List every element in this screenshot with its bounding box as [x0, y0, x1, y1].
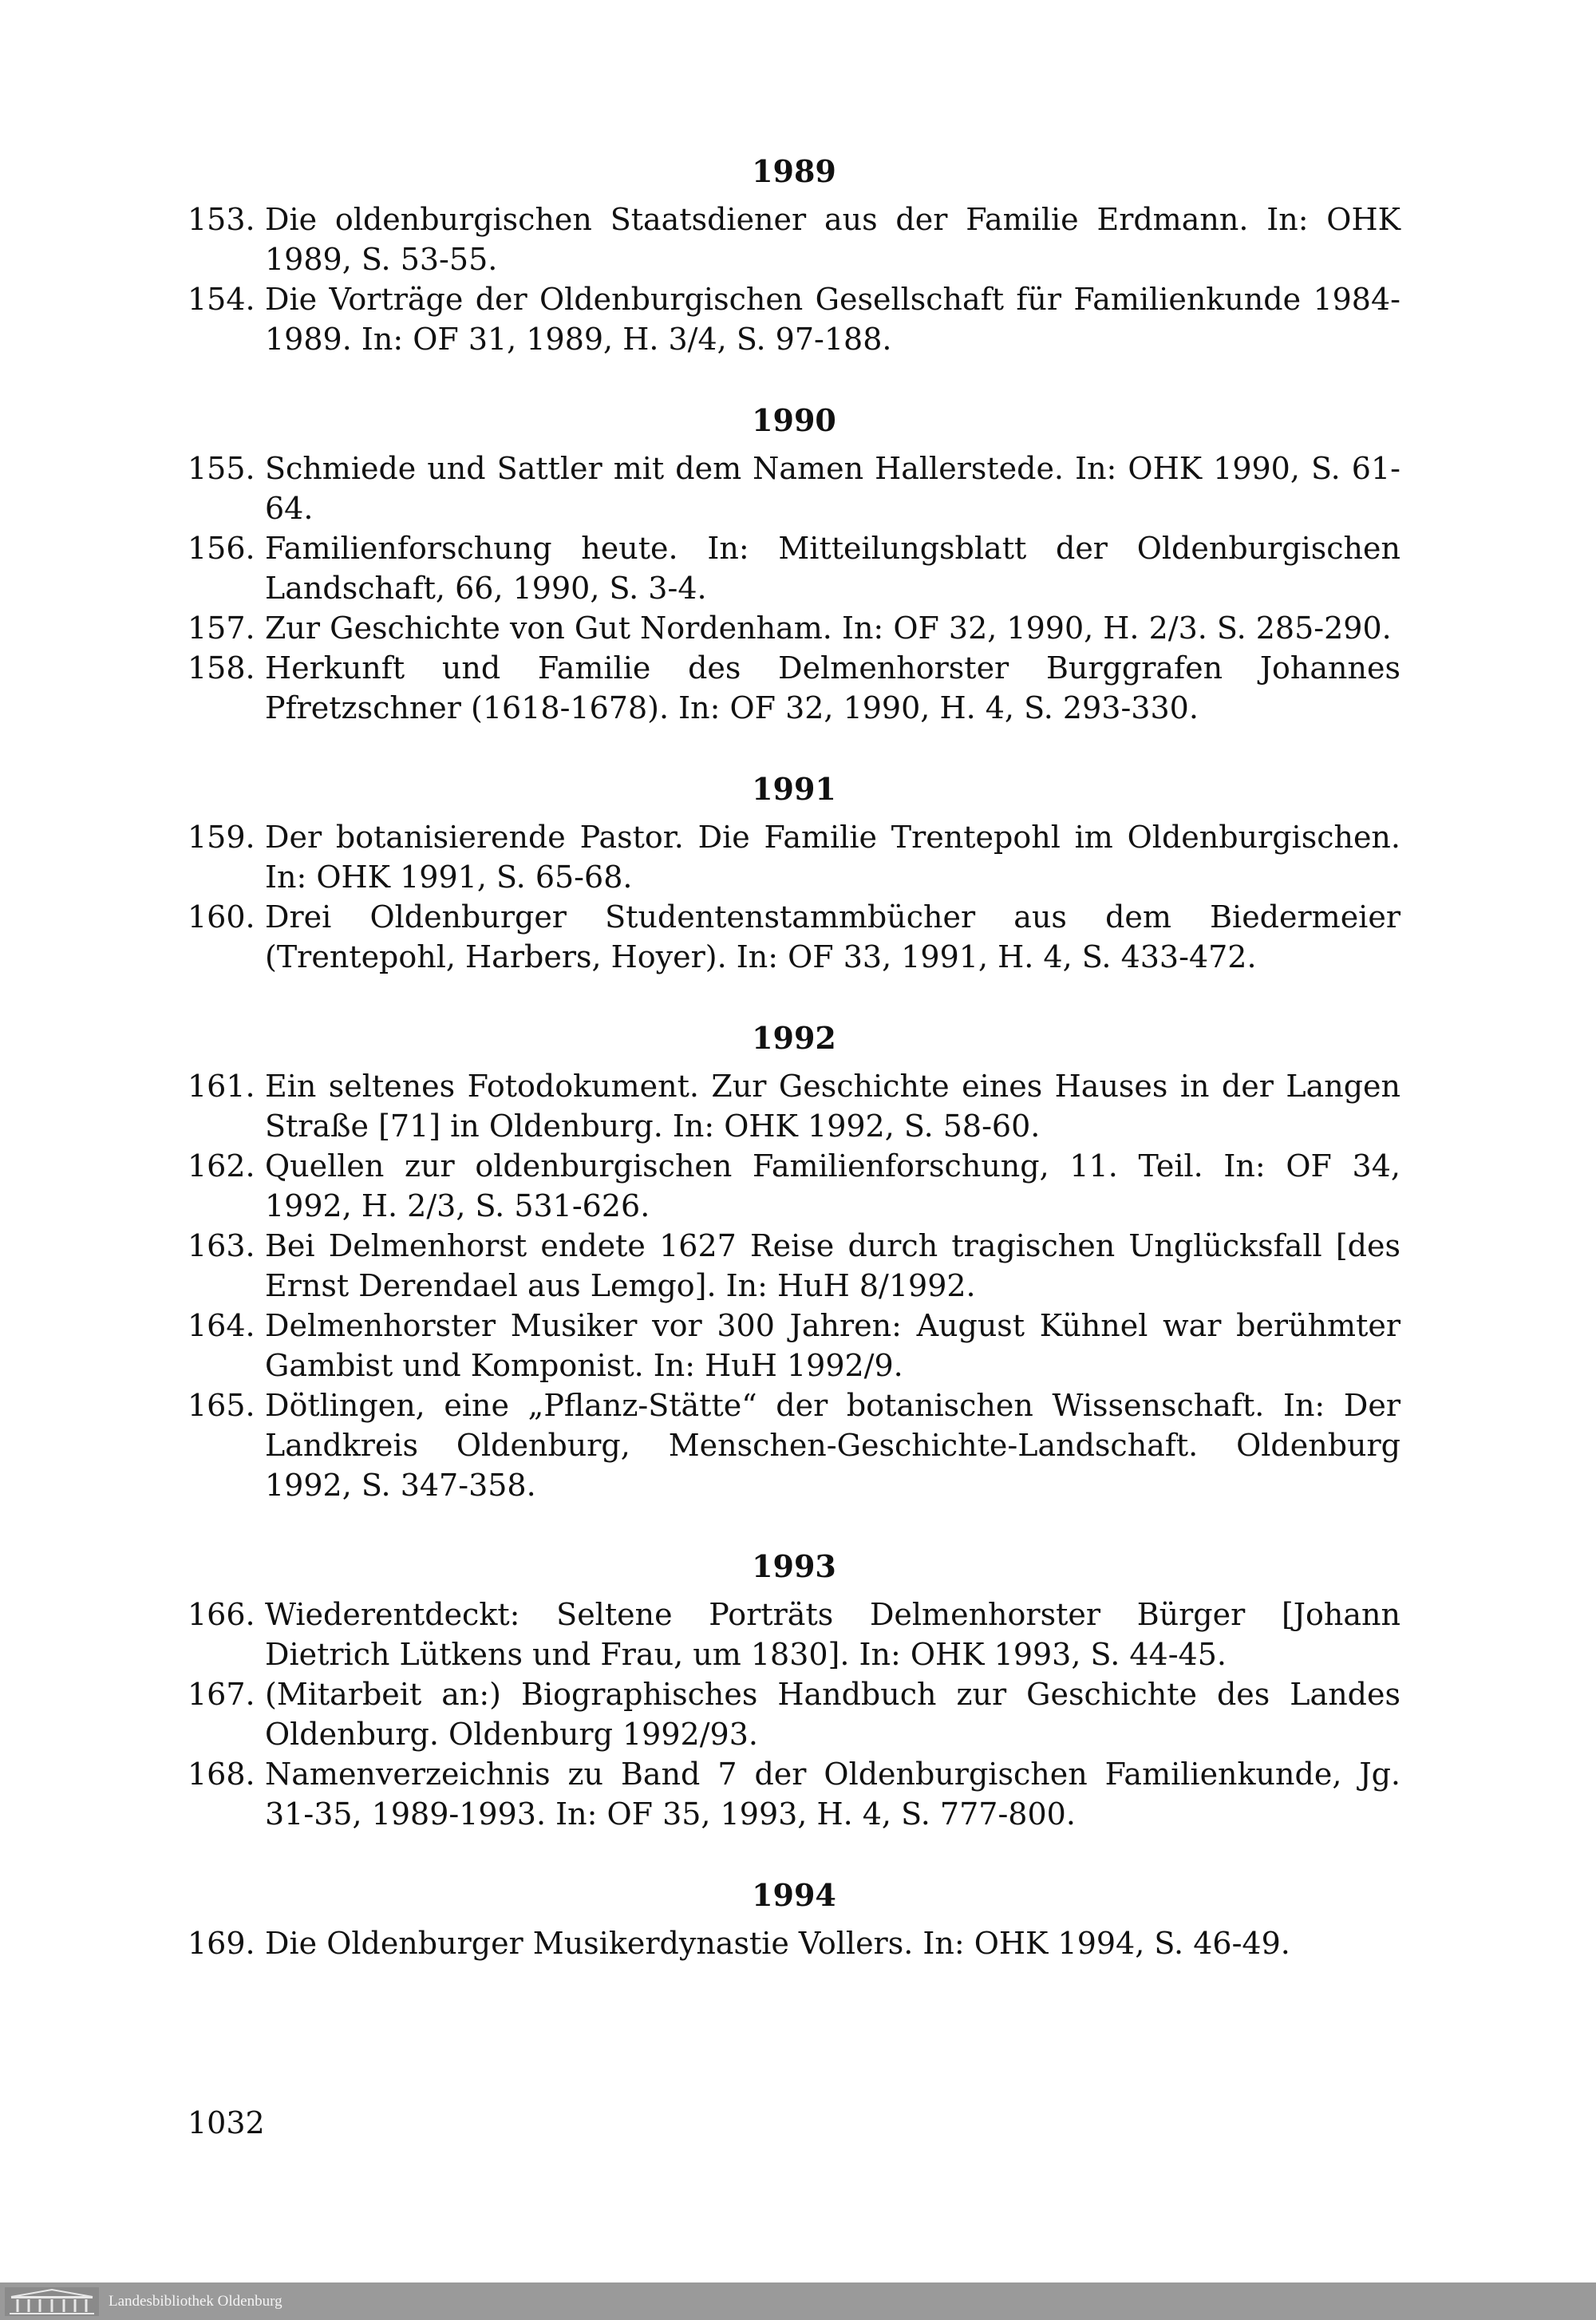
bibliography-entry: [188, 528, 1400, 608]
bibliography-entry: [188, 897, 1400, 977]
entry-number: 165.: [188, 1388, 255, 1423]
entry-text: Dötlingen, eine „Pflanz-Stätte“ der botanischen Wissenschaft. In: Der Landkreis Oldenburg, Menschen-Geschichte-Landschaft. Oldenburg 1992, S. 347-358.: [265, 1388, 1400, 1503]
entry-number: 157.: [188, 611, 255, 646]
entry-number: 164.: [188, 1308, 255, 1343]
entry-number: 160.: [188, 899, 255, 935]
year-section: [188, 1875, 1400, 1963]
bibliography-list: [188, 152, 1400, 2005]
year-heading: 1990: [752, 402, 836, 438]
entry-text: Delmenhorster Musiker vor 300 Jahren: August Kühnel war berühmter Gambist und Komponist. In: HuH 1992/9.: [265, 1308, 1400, 1383]
entry-text: Namenverzeichnis zu Band 7 der Oldenburgischen Familienkunde, Jg. 31-35, 1989-1993. In: OF 35, 1993, H. 4, S. 777-800.: [265, 1757, 1400, 1832]
entry-text: Schmiede und Sattler mit dem Namen Hallerstede. In: OHK 1990, S. 61-64.: [265, 451, 1400, 526]
entry-number: 159.: [188, 820, 255, 855]
year-heading: 1992: [752, 1020, 836, 1056]
entry-text: Zur Geschichte von Gut Nordenham. In: OF 32, 1990, H. 2/3. S. 285-290.: [265, 611, 1392, 646]
entry-number: 155.: [188, 451, 255, 486]
entry-text: Familienforschung heute. In: Mitteilungsblatt der Oldenburgischen Landschaft, 66, 1990, S. 3-4.: [265, 531, 1400, 606]
bibliography-entry: [188, 1923, 1400, 1963]
entry-text: Die Vorträge der Oldenburgischen Gesellschaft für Familienkunde 1984-1989. In: OF 31, 1989, H. 3/4, S. 97-188.: [265, 282, 1400, 357]
bibliography-entry: [188, 817, 1400, 897]
entry-text: Der botanisierende Pastor. Die Familie Trentepohl im Oldenburgischen. In: OHK 1991, S. 65-68.: [265, 820, 1400, 895]
bibliography-entry: [188, 1385, 1400, 1505]
year-section: [188, 1547, 1400, 1834]
entry-number: 158.: [188, 650, 255, 686]
entry-number: 163.: [188, 1228, 255, 1263]
bibliography-entry: [188, 1146, 1400, 1226]
bibliography-entry: [188, 200, 1400, 279]
entry-number: 166.: [188, 1597, 255, 1632]
year-heading: 1989: [752, 153, 836, 189]
entry-number: 154.: [188, 282, 255, 317]
year-heading: 1991: [752, 771, 836, 807]
entry-text: Die Oldenburger Musikerdynastie Vollers. In: OHK 1994, S. 46-49.: [265, 1926, 1290, 1961]
entry-number: 153.: [188, 202, 255, 237]
bibliography-entry: [188, 1595, 1400, 1674]
year-heading: 1994: [752, 1877, 836, 1913]
year-section: [188, 769, 1400, 977]
bibliography-entry: [188, 449, 1400, 528]
bibliography-entry: [188, 608, 1400, 648]
bibliography-entry: [188, 648, 1400, 728]
bibliography-entry: [188, 1754, 1400, 1834]
entry-text: Ein seltenes Fotodokument. Zur Geschichte eines Hauses in der Langen Straße [71] in Oldenburg. In: OHK 1992, S. 58-60.: [265, 1069, 1400, 1144]
bibliography-entry: [188, 1226, 1400, 1306]
entry-number: 162.: [188, 1148, 255, 1184]
entry-number: 169.: [188, 1926, 255, 1961]
bibliography-entry: [188, 1306, 1400, 1385]
footer-bar: [0, 2282, 1596, 2320]
entry-text: Drei Oldenburger Studentenstammbücher aus dem Biedermeier (Trentepohl, Harbers, Hoyer). In: OF 33, 1991, H. 4, S. 433-472.: [265, 899, 1400, 974]
entry-text: Wiederentdeckt: Seltene Porträts Delmenhorster Bürger [Johann Dietrich Lütkens und Frau, um 1830]. In: OHK 1993, S. 44-45.: [265, 1597, 1400, 1672]
year-section: [188, 401, 1400, 728]
entry-text: Quellen zur oldenburgischen Familienforschung, 11. Teil. In: OF 34, 1992, H. 2/3, S. 531-626.: [265, 1148, 1400, 1223]
entry-number: 156.: [188, 531, 255, 566]
bibliography-entry: [188, 1066, 1400, 1146]
year-heading: 1993: [752, 1548, 836, 1584]
entry-text: Die oldenburgischen Staatsdiener aus der Familie Erdmann. In: OHK 1989, S. 53-55.: [265, 202, 1400, 277]
bibliography-entry: [188, 279, 1400, 359]
year-section: [188, 152, 1400, 359]
library-building-icon: [5, 2287, 99, 2316]
entry-number: 161.: [188, 1069, 255, 1104]
entry-text: (Mitarbeit an:) Biographisches Handbuch zur Geschichte des Landes Oldenburg. Oldenburg 1992/93.: [265, 1677, 1400, 1752]
entry-text: Herkunft und Familie des Delmenhorster Burggrafen Johannes Pfretzschner (1618-1678). In: OF 32, 1990, H. 4, S. 293-330.: [265, 650, 1400, 725]
bibliography-entry: [188, 1674, 1400, 1754]
page-number: 1032: [188, 2105, 265, 2140]
year-section: [188, 1018, 1400, 1505]
entry-number: 168.: [188, 1757, 255, 1792]
footer-library-name: Landesbibliothek Oldenburg: [109, 2292, 282, 2310]
entry-number: 167.: [188, 1677, 255, 1712]
entry-text: Bei Delmenhorst endete 1627 Reise durch tragischen Unglücksfall [des Ernst Derendael aus Lemgo]. In: HuH 8/1992.: [265, 1228, 1400, 1303]
